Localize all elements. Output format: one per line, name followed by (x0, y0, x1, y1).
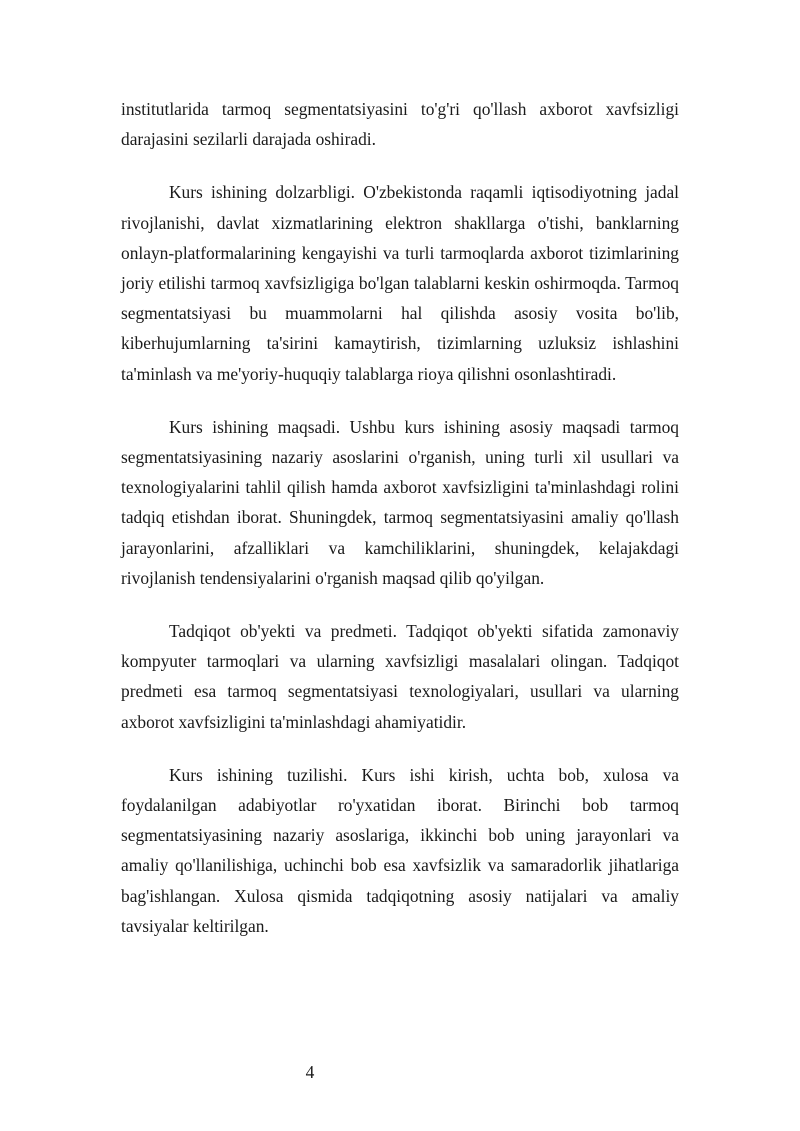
page-number: 4 (305, 1062, 315, 1082)
paragraph-continuation: institutlarida tarmoq segmentatsiyasini to'g'ri qo'llash axborot xavfsizligi darajasini sezilarli darajada oshiradi. (121, 99, 679, 150)
paragraph-goal: Kurs ishining maqsadi. Ushbu kurs ishining asosiy maqsadi tarmoq segmentatsiyasining nazariy asoslarini o'rganish, uning turli xil usullari va texnologiyalarini tahlil qilish hamda axborot xavfsizligini ta'minlashdagi rolini tadqiq etishdan iborat. Shuningdek, tarmoq segmentatsiyasini amaliy qo'llash jarayonlarini, afzalliklari va kamchiliklarini, shuningdek, kelajakdagi rivojlanish tendensiyalarini o'rganish maqsad qilib qo'yilgan. (121, 416, 679, 588)
paragraph-object-subject: Tadqiqot ob'yekti va predmeti. Tadqiqot ob'yekti sifatida zamonaviy kompyuter tarmoqlari va ularning xavfsizligi masalalari olingan. Tadqiqot predmeti esa tarmoq segmentatsiyasi texnologiyalari, usullari va ularning axborot xavfsizligini ta'minlashdagi ahamiyatidir. (121, 621, 679, 732)
page-body (121, 94, 679, 964)
paragraph-relevance: Kurs ishining dolzarbligi. O'zbekistonda raqamli iqtisodiyotning jadal rivojlanishi, davlat xizmatlarining elektron shakllarga o'tishi, banklarning onlayn-platformalarining kengayishi va turli tarmoqlarda axborot tizimlarining joriy etilishi tarmoq xavfsizligiga bo'lgan talablarni keskin oshirmoqda. Tarmoq segmentatsiyasi bu muammolarni hal qilishda asosiy vosita bo'lib, kiberhujumlarning ta'sirini kamaytirish, tizimlarning uzluksiz ishlashini ta'minlash va me'yoriy-huquqiy talablarga rioya qilishni osonlashtiradi. (121, 182, 679, 384)
paragraph-structure: Kurs ishining tuzilishi. Kurs ishi kirish, uchta bob, xulosa va foydalanilgan adabiyotlar ro'yxatidan iborat. Birinchi bob tarmoq segmentatsiyasining nazariy asoslariga, ikkinchi bob uning jarayonlari va amaliy qo'llanilishiga, uchinchi bob esa xavfsizlik va samaradorlik jihatlariga bag'ishlangan. Xulosa qismida tadqiqotning asosiy natijalari va amaliy tavsiyalar keltirilgan. (121, 764, 679, 936)
